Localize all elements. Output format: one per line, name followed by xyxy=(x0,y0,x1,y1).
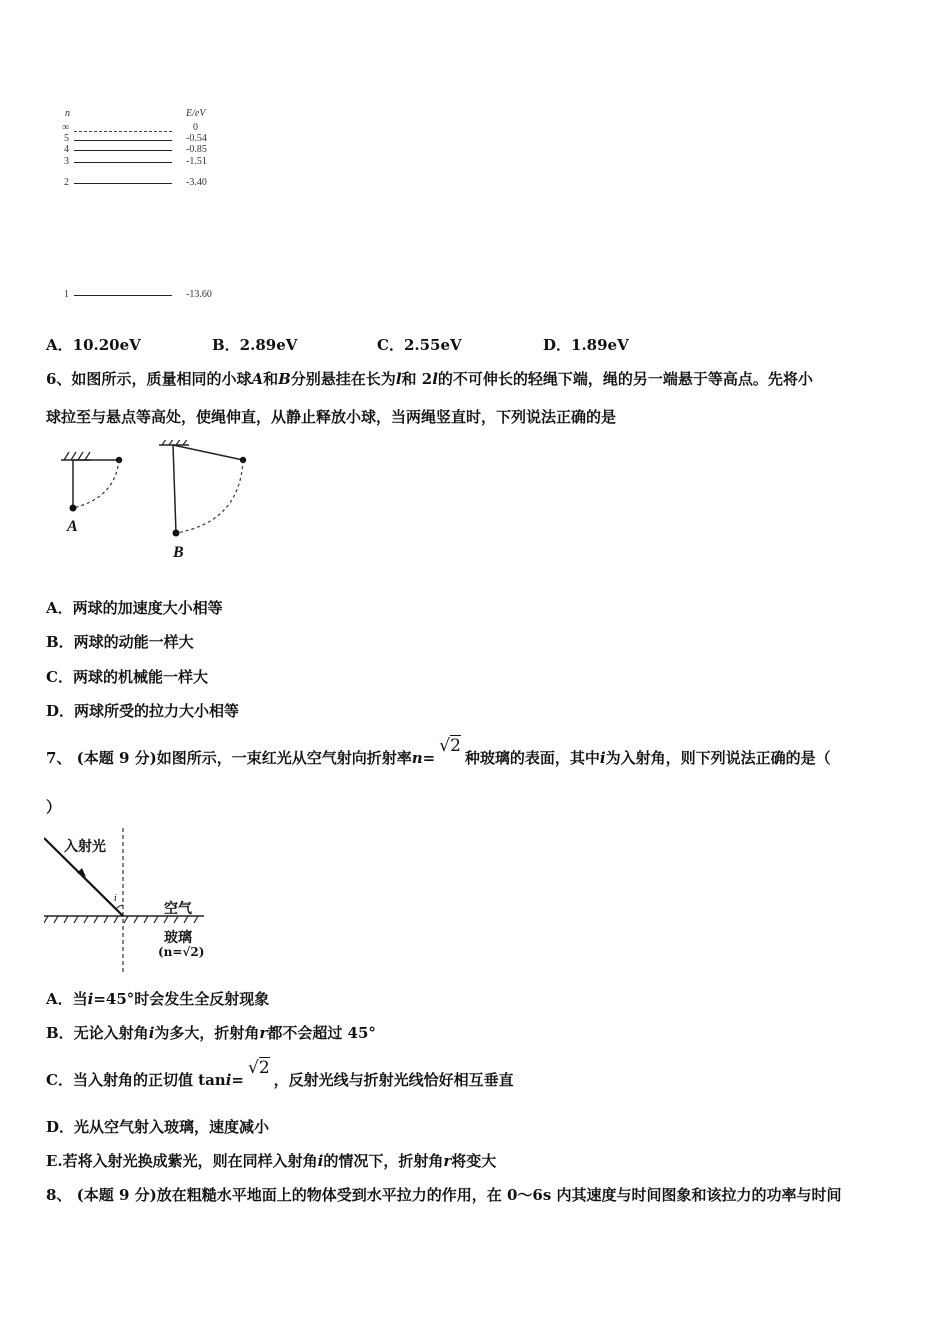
q6-var: l xyxy=(395,370,402,388)
level-e-2: -3.40 xyxy=(186,177,207,188)
q7-opt-text: 将变大 xyxy=(451,1152,497,1170)
q7-opt-var: i xyxy=(317,1152,324,1170)
q5-option-b[interactable]: B．2.89eV xyxy=(212,336,298,354)
level-n-2: 2 xyxy=(64,177,69,188)
n-axis-label: n xyxy=(65,108,70,119)
q6-option-b[interactable]: B．两球的动能一样大 xyxy=(46,633,194,651)
q7-text: 7、 (本题 9 分)如图所示，一束红光从空气射向折射率 xyxy=(46,749,412,767)
q6-var: B xyxy=(278,370,291,388)
level-line-3 xyxy=(74,162,172,163)
q6-text: 和 xyxy=(263,370,279,388)
q6-var: A xyxy=(251,370,264,388)
q7-opt-text: 都不会超过 45° xyxy=(267,1024,376,1042)
q6-option-a[interactable]: A．两球的加速度大小相等 xyxy=(46,599,223,617)
q6-var: l xyxy=(432,370,438,388)
glass-label: 玻璃 xyxy=(164,930,192,946)
q7-stem-line1 xyxy=(46,736,831,768)
q7-opt-text: =45°时会发生全反射现象 xyxy=(93,990,270,1008)
q7-opt-var: i xyxy=(148,1024,155,1042)
pendulum-label-b: B xyxy=(173,544,184,561)
q8-stem-line1: 8、 (本题 9 分)放在粗糙水平地面上的物体受到水平拉力的作用，在 0～6s 内其速度与时间图象和该拉力的功率与时间 xyxy=(46,1186,842,1204)
pendulum-label-a: A xyxy=(67,518,78,535)
q5-option-d[interactable]: D．1.89eV xyxy=(543,336,629,354)
level-line-5 xyxy=(74,140,172,141)
angle-i-label: i xyxy=(114,894,117,904)
q6-text: 的不可伸长的轻绳下端，绳的另一端悬于等高点。先将小 xyxy=(437,370,813,388)
q7-option-b[interactable] xyxy=(46,1023,376,1043)
incident-ray-label: 入射光 xyxy=(64,839,106,855)
q7-optc-sqrt: √2 xyxy=(248,1058,270,1078)
q7-opt-var: r xyxy=(443,1152,452,1170)
q7-opt-text: 的情况下，折射角 xyxy=(323,1152,444,1170)
level-line-inf xyxy=(74,131,172,132)
q6-stem-line2: 球拉至与悬点等高处，使绳伸直，从静止释放小球，当两绳竖直时，下列说法正确的是 xyxy=(46,408,617,426)
level-line-1 xyxy=(74,295,172,296)
q7-opt-text: = xyxy=(231,1071,244,1089)
level-n-inf: ∞ xyxy=(62,122,70,133)
q7-opt-text: B．无论入射角 xyxy=(46,1024,149,1042)
glass-index-label: (n=√2) xyxy=(158,945,205,959)
level-e-5: -0.54 xyxy=(186,133,207,144)
q7-opt-var: r xyxy=(259,1024,268,1042)
q7-option-d[interactable]: D．光从空气射入玻璃，速度减小 xyxy=(46,1118,270,1136)
q6-stem-line1 xyxy=(46,369,813,389)
q7-opt-text: C．当入射角的正切值 tan xyxy=(46,1071,226,1089)
level-n-4: 4 xyxy=(64,144,69,155)
level-n-1: 1 xyxy=(64,289,69,300)
refraction-figure xyxy=(44,826,214,976)
q7-option-c[interactable] xyxy=(46,1058,514,1090)
q7-opt-text: A．当 xyxy=(46,990,88,1008)
q7-option-a[interactable] xyxy=(46,989,269,1009)
q6-text: 和 2 xyxy=(401,370,433,388)
q7-text: = xyxy=(422,749,436,767)
q7-option-e[interactable] xyxy=(46,1151,496,1171)
q7-sqrt: √2 xyxy=(439,736,461,756)
q6-text: 分别悬挂在长为 xyxy=(290,370,396,388)
q7-opt-var: i xyxy=(225,1071,232,1089)
q7-text: 为入射角，则下列说法正确的是（ xyxy=(605,749,831,767)
level-line-4 xyxy=(74,150,172,151)
q7-opt-var: i xyxy=(87,990,94,1008)
q6-option-d[interactable]: D．两球所受的拉力大小相等 xyxy=(46,702,240,720)
q5-option-a[interactable]: A．10.20eV xyxy=(46,336,141,354)
q7-text: 种玻璃的表面，其中 xyxy=(464,749,600,767)
q7-var: n xyxy=(411,749,423,767)
energy-level-diagram xyxy=(55,105,235,305)
q6-text: 6、如图所示，质量相同的小球 xyxy=(46,370,252,388)
pendulum-drawing xyxy=(55,440,255,565)
level-n-3: 3 xyxy=(64,156,69,167)
level-e-3: -1.51 xyxy=(186,156,207,167)
pendulum-figure xyxy=(55,440,255,565)
q7-opt-text: E.若将入射光换成紫光，则在同样入射角 xyxy=(46,1152,318,1170)
level-n-5: 5 xyxy=(64,133,69,144)
q6-option-c[interactable]: C．两球的机械能一样大 xyxy=(46,668,208,686)
level-e-inf: 0 xyxy=(193,122,198,133)
q7-sqrt-value: 2 xyxy=(450,736,461,756)
q7-stem-line2: ） xyxy=(46,798,62,816)
air-label: 空气 xyxy=(164,901,192,917)
level-e-1: -13.60 xyxy=(186,289,212,300)
q7-optc-sqrt-value: 2 xyxy=(258,1058,270,1078)
q7-var: i xyxy=(599,749,606,767)
level-e-4: -0.85 xyxy=(186,144,207,155)
energy-axis-label: E/eV xyxy=(186,108,206,119)
q7-opt-text: 为多大，折射角 xyxy=(154,1024,260,1042)
q5-option-c[interactable]: C．2.55eV xyxy=(377,336,462,354)
q7-opt-text: ，反射光线与折射光线恰好相互垂直 xyxy=(273,1071,514,1089)
level-line-2 xyxy=(74,183,172,184)
